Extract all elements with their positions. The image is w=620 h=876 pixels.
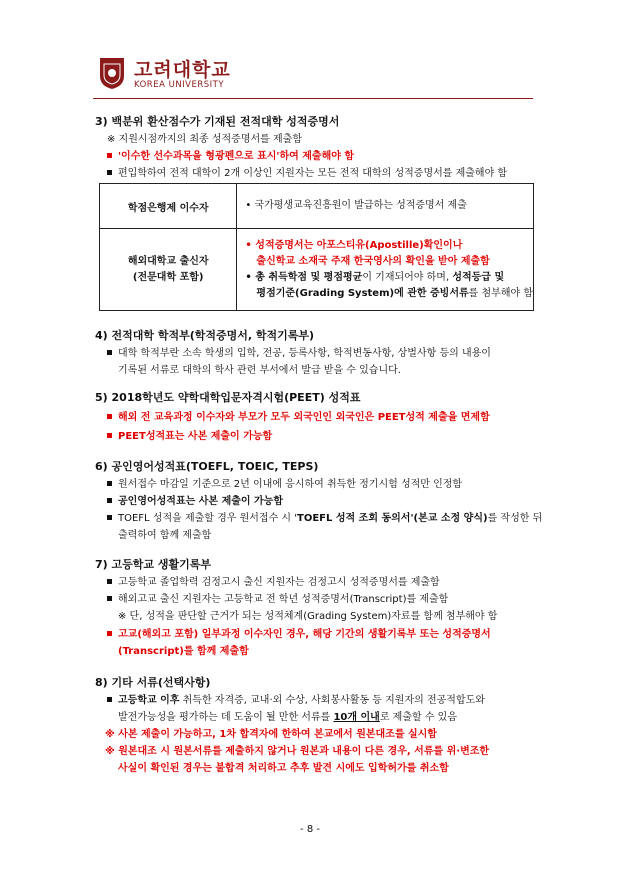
section-6-bullet-3-cont: 출력하여 함께 제출함 xyxy=(118,530,212,541)
section-5-bullet-1: 해외 전 교육과정 이수자와 부모가 모두 외국인인 외국인은 PEET성적 제출을 면제함 xyxy=(107,411,490,425)
section-5-bullet-2: PEET성적표는 사본 제출이 가능함 xyxy=(107,430,272,444)
table-cell-text: • 국가평생교육진흥원이 발급하는 성적증명서 제출 xyxy=(237,184,534,229)
logo-english-text: KOREA UNIVERSITY xyxy=(134,80,225,90)
bullet-icon xyxy=(107,153,112,158)
bullet-icon xyxy=(107,498,112,503)
section-3-bullet-2: 편입학하여 전적 대학이 2개 이상인 지원자는 모든 전적 대학의 성적증명서를 제출해야 함 xyxy=(107,167,507,181)
bullet-icon xyxy=(107,631,112,636)
section-6-bullet-1: 원서접수 마감일 기준으로 2년 이내에 응시하여 취득한 정기시험 성적만 인정함 xyxy=(107,478,462,492)
section-8-note-1: ※ 사본 제출이 가능하고, 1차 합격자에 한하여 본교에서 원본대조를 실시함 xyxy=(105,729,437,740)
section-7-bullet-3-cont: (Transcript)를 함께 제출함 xyxy=(118,646,249,657)
table-row xyxy=(100,229,534,311)
transcript-requirements-table xyxy=(99,183,534,311)
bullet-icon xyxy=(107,596,112,601)
header-divider xyxy=(93,98,533,99)
bullet-icon xyxy=(107,579,112,584)
section-7-bullet-3: 고교(해외고 포함) 일부과정 이수자인 경우, 해당 기간의 생활기록부 또는 성적증명서 xyxy=(107,628,491,642)
section-8-title: 8) 기타 서류(선택사항) xyxy=(95,676,211,689)
table-cell-label: 학점은행제 이수자 xyxy=(100,184,237,229)
section-4-bullet-1-cont: 기록된 서류로 대학의 학사 관련 부서에서 발급 받을 수 있습니다. xyxy=(118,365,401,376)
section-7-title: 7) 고등학교 생활기록부 xyxy=(95,558,211,571)
section-3-note: ※ 지원시점까지의 최종 성적증명서를 제출함 xyxy=(107,134,302,145)
university-seal-icon xyxy=(98,56,126,90)
section-7-bullet-1: 고등학교 졸업학력 검정고시 출신 지원자는 검정고시 성적증명서를 제출함 xyxy=(107,576,440,590)
section-4-title: 4) 전적대학 학적부(학적증명서, 학적기록부) xyxy=(95,329,315,342)
section-6-title: 6) 공인영어성적표(TOEFL, TOEIC, TEPS) xyxy=(95,460,319,473)
table-cell-label: 해외대학교 출신자 (전문대학 포함) xyxy=(100,229,237,311)
table-cell-text: • 성적증명서는 아포스티유(Apostille)확인이나 출신학교 소재국 주재 한국영사의 확인을 받아 제출함 • 총 취득학점 및 평점평균이 기재되어야 하며, 성적등급 및 평점기준(Grading System)에 관한 증빙서류를 첨부해야 함 xyxy=(237,229,534,311)
section-3-bullet-1: '이수한 선수과목을 형광펜으로 표시'하여 제출해야 함 xyxy=(107,150,354,164)
logo-korean-text: 고려대학교 xyxy=(134,59,231,81)
section-7-note: ※ 단, 성적을 판단할 근거가 되는 성적체계(Grading System)자료를 함께 첨부해야 함 xyxy=(118,611,498,622)
bullet-icon xyxy=(107,170,112,175)
table-row xyxy=(100,184,534,229)
section-7-bullet-2: 해외고교 출신 지원자는 고등학교 전 학년 성적증명서(Transcript)를 제출함 xyxy=(107,593,448,607)
page-number: - 8 - xyxy=(300,824,320,835)
section-8-bullet-1-cont: 발전가능성을 평가하는 데 도움이 될 만한 서류를 10개 이내로 제출할 수 있음 xyxy=(118,712,457,723)
bullet-icon xyxy=(107,515,112,520)
bullet-icon xyxy=(107,481,112,486)
korea-university-logo xyxy=(98,56,338,96)
bullet-icon xyxy=(107,433,112,438)
section-4-bullet-1: 대학 학적부란 소속 학생의 입학, 전공, 등록사항, 학적변동사항, 상벌사항 등의 내용이 xyxy=(107,347,491,361)
section-6-bullet-2: 공인영어성적표는 사본 제출이 가능함 xyxy=(107,495,283,509)
section-8-note-2: ※ 원본대조 시 원본서류를 제출하지 않거나 원본과 내용이 다른 경우, 서류를 위·변조한 xyxy=(105,746,490,757)
section-8-bullet-1: 고등학교 이후 취득한 자격증, 교내·외 수상, 사회봉사활동 등 지원자의 전공적합도와 xyxy=(107,694,485,708)
section-3-title: 3) 백분위 환산점수가 기재된 전적대학 성적증명서 xyxy=(95,115,340,128)
bullet-icon xyxy=(107,697,112,702)
section-5-title: 5) 2018학년도 약학대학입문자격시험(PEET) 성적표 xyxy=(95,391,361,404)
bullet-icon xyxy=(107,350,112,355)
section-6-bullet-3: TOEFL 성적을 제출할 경우 원서접수 시 'TOEFL 성적 조회 동의서'(본교 소정 양식)를 작성한 뒤 xyxy=(107,512,542,526)
section-8-note-2-cont: 사실이 확인된 경우는 불합격 처리하고 추후 발견 시에도 입학허가를 취소함 xyxy=(118,763,449,774)
bullet-icon xyxy=(107,414,112,419)
